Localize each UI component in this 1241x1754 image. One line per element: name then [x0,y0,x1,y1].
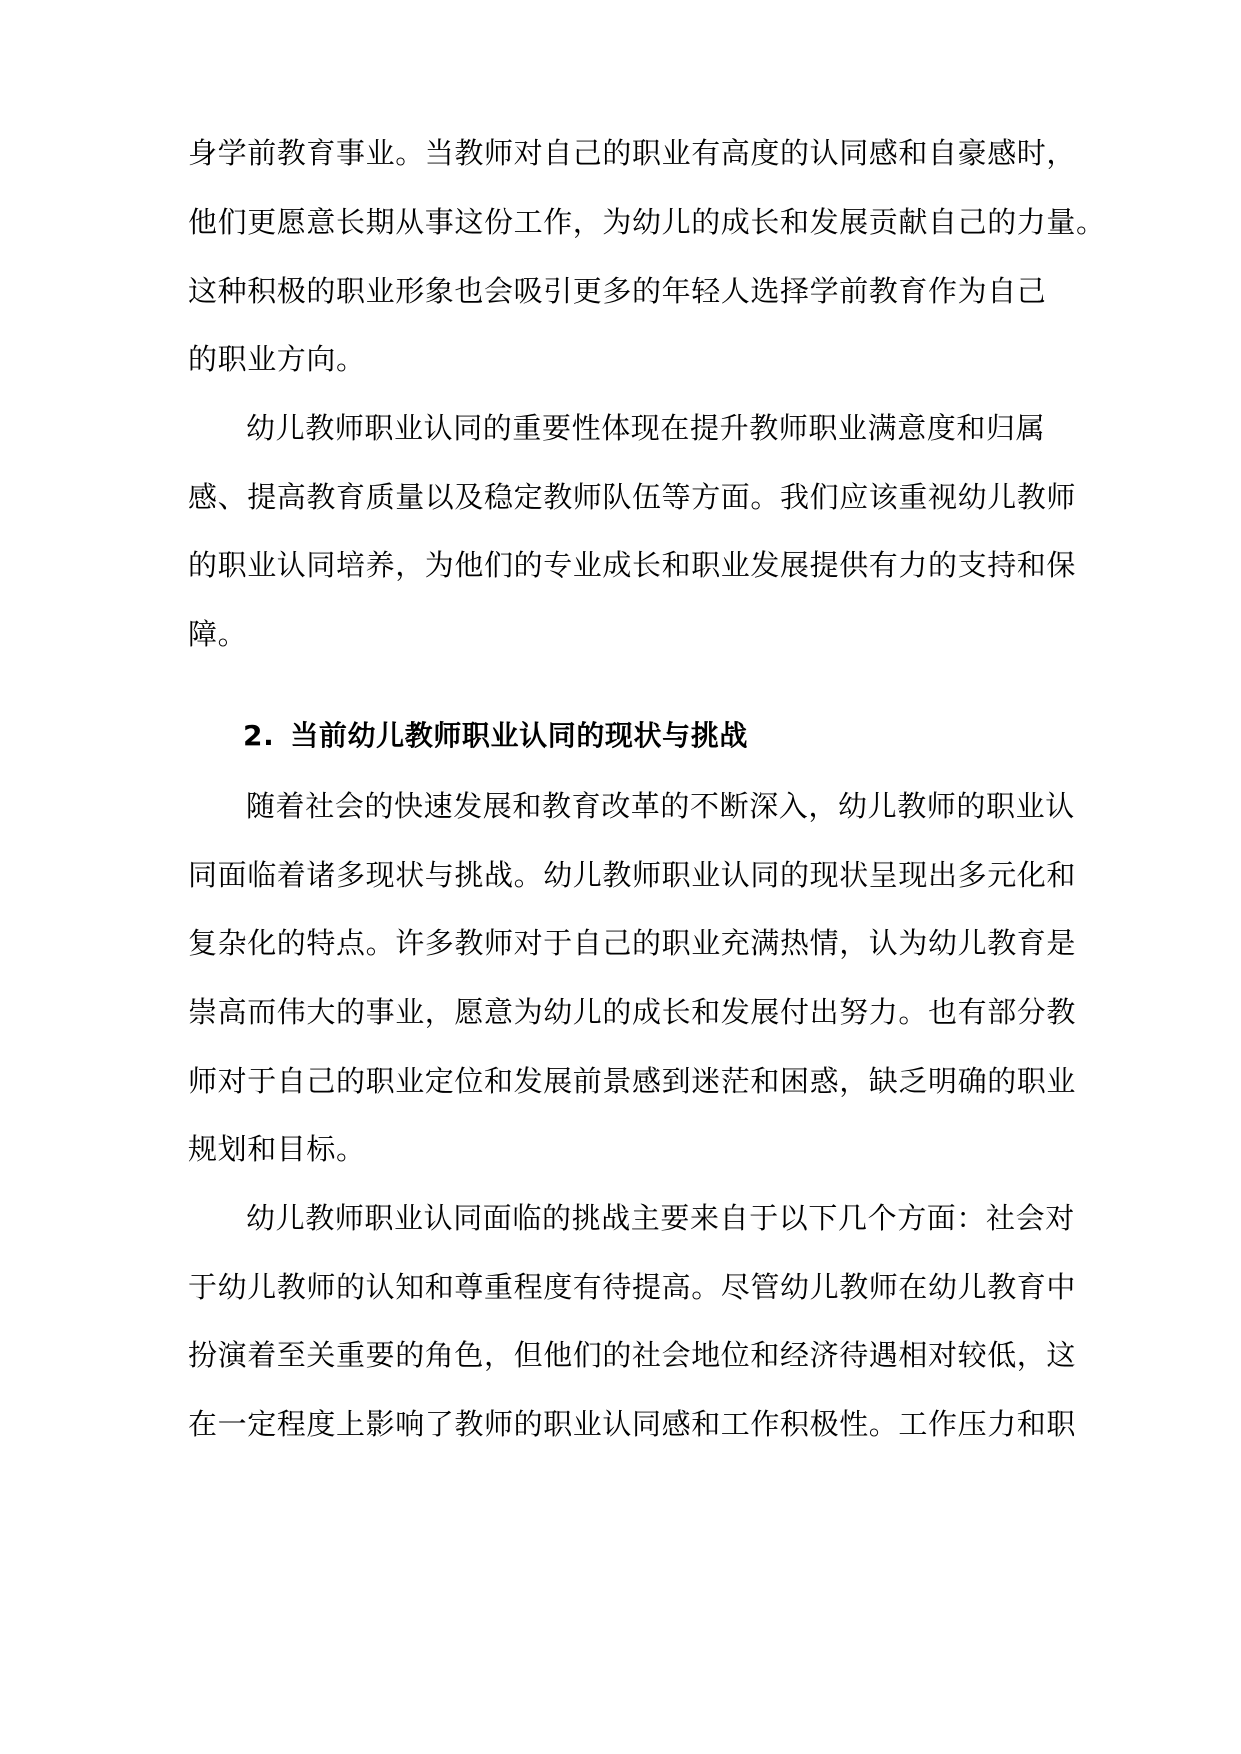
section-title: 当前幼儿教师职业认同的现状与挑战 [290,719,748,752]
text-line: 崇高而伟大的事业，愿意为幼儿的成长和发展付出努力。也有部分教 [188,995,1077,1029]
section-heading [243,716,748,756]
text-line: 的职业认同培养，为他们的专业成长和职业发展提供有力的支持和保 [188,548,1077,582]
text-line: 幼儿教师职业认同面临的挑战主要来自于以下几个方面：社会对 [246,1201,1075,1235]
text-line: 师对于自己的职业定位和发展前景感到迷茫和困惑，缺乏明确的职业 [188,1064,1077,1098]
text-line: 随着社会的快速发展和教育改革的不断深入，幼儿教师的职业认 [246,789,1075,823]
text-line: 这种积极的职业形象也会吸引更多的年轻人选择学前教育作为自己 [188,274,1047,308]
text-line: 幼儿教师职业认同的重要性体现在提升教师职业满意度和归属 [246,411,1046,445]
section-number: 2. [243,719,275,752]
text-line: 同面临着诸多现状与挑战。幼儿教师职业认同的现状呈现出多元化和 [188,858,1077,892]
text-line: 身学前教育事业。当教师对自己的职业有高度的认同感和自豪感时， [188,136,1077,170]
text-line: 规划和目标。 [188,1132,366,1166]
text-line: 在一定程度上影响了教师的职业认同感和工作积极性。工作压力和职 [188,1407,1077,1441]
text-line: 障。 [188,617,248,651]
text-line: 的职业方向。 [188,342,366,376]
text-line: 感、提高教育质量以及稳定教师队伍等方面。我们应该重视幼儿教师 [188,480,1077,514]
text-line: 他们更愿意长期从事这份工作，为幼儿的成长和发展贡献自己的力量。 [188,205,1106,239]
text-line: 扮演着至关重要的角色，但他们的社会地位和经济待遇相对较低，这 [188,1338,1077,1372]
text-line: 复杂化的特点。许多教师对于自己的职业充满热情，认为幼儿教育是 [188,926,1077,960]
text-line: 于幼儿教师的认知和尊重程度有待提高。尽管幼儿教师在幼儿教育中 [188,1270,1077,1304]
